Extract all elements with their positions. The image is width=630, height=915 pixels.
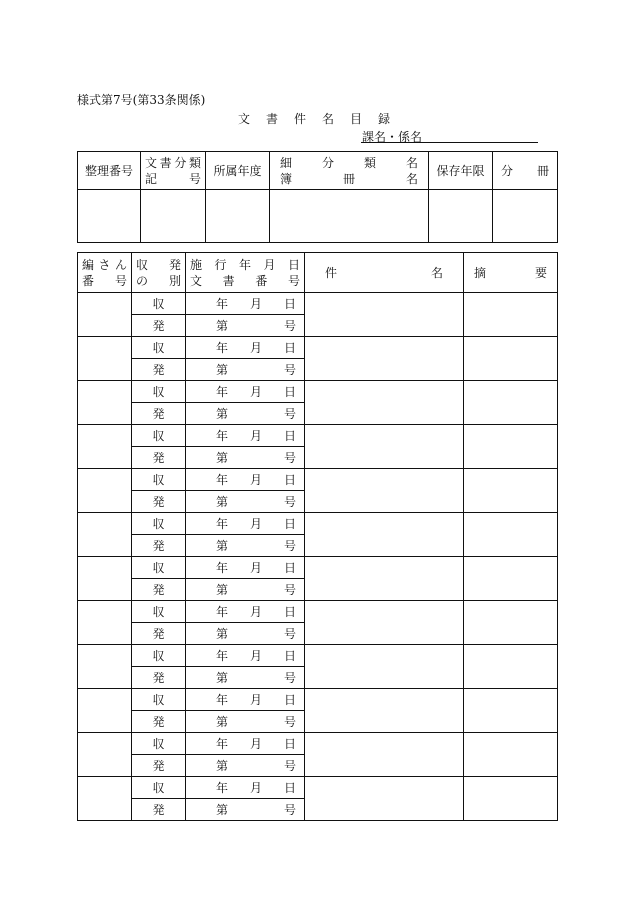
date-cell[interactable]: 年 月 日	[186, 513, 305, 535]
date-cell[interactable]: 年 月 日	[186, 645, 305, 667]
header-retention-period: 保存年限	[429, 152, 493, 190]
record-row	[78, 601, 558, 623]
header-enforcement-date-number: 施 行 年 月 日 文 書 番 号	[186, 253, 305, 293]
date-cell[interactable]: 年 月 日	[186, 469, 305, 491]
document-number-cell[interactable]: 第 号	[186, 667, 305, 689]
header-subject: 件 名	[305, 253, 464, 293]
form-number: 様式第7号(第33条関係)	[77, 93, 206, 107]
received-label: 収	[132, 293, 186, 315]
received-label: 収	[132, 689, 186, 711]
remarks-cell[interactable]	[464, 601, 558, 645]
record-row	[78, 733, 558, 755]
document-number-cell[interactable]: 第 号	[186, 579, 305, 601]
compilation-number-cell[interactable]	[78, 777, 132, 821]
sent-label: 発	[132, 535, 186, 557]
compilation-number-cell[interactable]	[78, 293, 132, 337]
classification-code-cell[interactable]	[141, 190, 206, 243]
subject-cell[interactable]	[305, 733, 464, 777]
date-cell[interactable]: 年 月 日	[186, 689, 305, 711]
date-cell[interactable]: 年 月 日	[186, 777, 305, 799]
sent-label: 発	[132, 491, 186, 513]
record-row	[78, 557, 558, 579]
document-number-cell[interactable]: 第 号	[186, 403, 305, 425]
document-number-cell[interactable]: 第 号	[186, 315, 305, 337]
compilation-number-cell[interactable]	[78, 645, 132, 689]
header-subclassification: 細 分 類 名 簿 冊 名	[270, 152, 429, 190]
subject-cell[interactable]	[305, 645, 464, 689]
sent-label: 発	[132, 579, 186, 601]
subject-cell[interactable]	[305, 689, 464, 733]
subject-cell[interactable]	[305, 293, 464, 337]
received-label: 収	[132, 381, 186, 403]
classification-table	[77, 151, 558, 243]
subject-cell[interactable]	[305, 425, 464, 469]
compilation-number-cell[interactable]	[78, 381, 132, 425]
subject-cell[interactable]	[305, 337, 464, 381]
compilation-number-cell[interactable]	[78, 337, 132, 381]
volume-cell[interactable]	[493, 190, 558, 243]
remarks-cell[interactable]	[464, 469, 558, 513]
header-document-classification: 文 書 分 類 記 号	[141, 152, 206, 190]
subject-cell[interactable]	[305, 513, 464, 557]
document-title: 文 書 件 名 目 録	[237, 112, 392, 126]
compilation-number-cell[interactable]	[78, 689, 132, 733]
subject-cell[interactable]	[305, 557, 464, 601]
received-label: 収	[132, 557, 186, 579]
header-received-sent: 収 発 の 別	[132, 253, 186, 293]
sent-label: 発	[132, 667, 186, 689]
sent-label: 発	[132, 799, 186, 821]
compilation-number-cell[interactable]	[78, 557, 132, 601]
header-compilation-number: 編 さ ん 番 号	[78, 253, 132, 293]
document-number-cell[interactable]: 第 号	[186, 623, 305, 645]
compilation-number-cell[interactable]	[78, 425, 132, 469]
subject-cell[interactable]	[305, 381, 464, 425]
document-number-cell[interactable]: 第 号	[186, 711, 305, 733]
sent-label: 発	[132, 755, 186, 777]
received-label: 収	[132, 645, 186, 667]
date-cell[interactable]: 年 月 日	[186, 733, 305, 755]
subclassification-cell[interactable]	[270, 190, 429, 243]
reference-number-cell[interactable]	[78, 190, 141, 243]
received-label: 収	[132, 337, 186, 359]
date-cell[interactable]: 年 月 日	[186, 381, 305, 403]
compilation-number-cell[interactable]	[78, 513, 132, 557]
record-row	[78, 513, 558, 535]
subject-cell[interactable]	[305, 601, 464, 645]
sent-label: 発	[132, 711, 186, 733]
remarks-cell[interactable]	[464, 557, 558, 601]
remarks-cell[interactable]	[464, 777, 558, 821]
header-fiscal-year: 所属年度	[206, 152, 270, 190]
section-name-field[interactable]	[361, 142, 538, 143]
sent-label: 発	[132, 623, 186, 645]
date-cell[interactable]: 年 月 日	[186, 557, 305, 579]
record-row	[78, 337, 558, 359]
subject-cell[interactable]	[305, 469, 464, 513]
date-cell[interactable]: 年 月 日	[186, 293, 305, 315]
record-row	[78, 645, 558, 667]
header-remarks: 摘 要	[464, 253, 558, 293]
received-label: 収	[132, 513, 186, 535]
retention-period-cell[interactable]	[429, 190, 493, 243]
document-number-cell[interactable]: 第 号	[186, 755, 305, 777]
remarks-cell[interactable]	[464, 733, 558, 777]
received-label: 収	[132, 425, 186, 447]
received-label: 収	[132, 601, 186, 623]
remarks-cell[interactable]	[464, 337, 558, 381]
received-label: 収	[132, 777, 186, 799]
sent-label: 発	[132, 447, 186, 469]
remarks-cell[interactable]	[464, 645, 558, 689]
subject-cell[interactable]	[305, 777, 464, 821]
document-number-cell[interactable]: 第 号	[186, 799, 305, 821]
date-cell[interactable]: 年 月 日	[186, 337, 305, 359]
record-row	[78, 293, 558, 315]
date-cell[interactable]: 年 月 日	[186, 601, 305, 623]
document-list-table	[77, 252, 558, 821]
document-number-cell[interactable]: 第 号	[186, 491, 305, 513]
document-number-cell[interactable]: 第 号	[186, 359, 305, 381]
received-label: 収	[132, 733, 186, 755]
document-number-cell[interactable]: 第 号	[186, 447, 305, 469]
compilation-number-cell[interactable]	[78, 733, 132, 777]
header-reference-number: 整理番号	[78, 152, 141, 190]
fiscal-year-cell[interactable]	[206, 190, 270, 243]
remarks-cell[interactable]	[464, 293, 558, 337]
remarks-cell[interactable]	[464, 381, 558, 425]
record-row	[78, 777, 558, 799]
remarks-cell[interactable]	[464, 513, 558, 557]
document-number-cell[interactable]: 第 号	[186, 535, 305, 557]
date-cell[interactable]: 年 月 日	[186, 425, 305, 447]
sent-label: 発	[132, 315, 186, 337]
record-row	[78, 425, 558, 447]
section-name-label: 課名・係名	[362, 130, 423, 144]
compilation-number-cell[interactable]	[78, 601, 132, 645]
remarks-cell[interactable]	[464, 689, 558, 733]
record-row	[78, 469, 558, 491]
record-row	[78, 381, 558, 403]
header-volume: 分 冊	[493, 152, 558, 190]
received-label: 収	[132, 469, 186, 491]
remarks-cell[interactable]	[464, 425, 558, 469]
sent-label: 発	[132, 403, 186, 425]
record-row	[78, 689, 558, 711]
sent-label: 発	[132, 359, 186, 381]
compilation-number-cell[interactable]	[78, 469, 132, 513]
